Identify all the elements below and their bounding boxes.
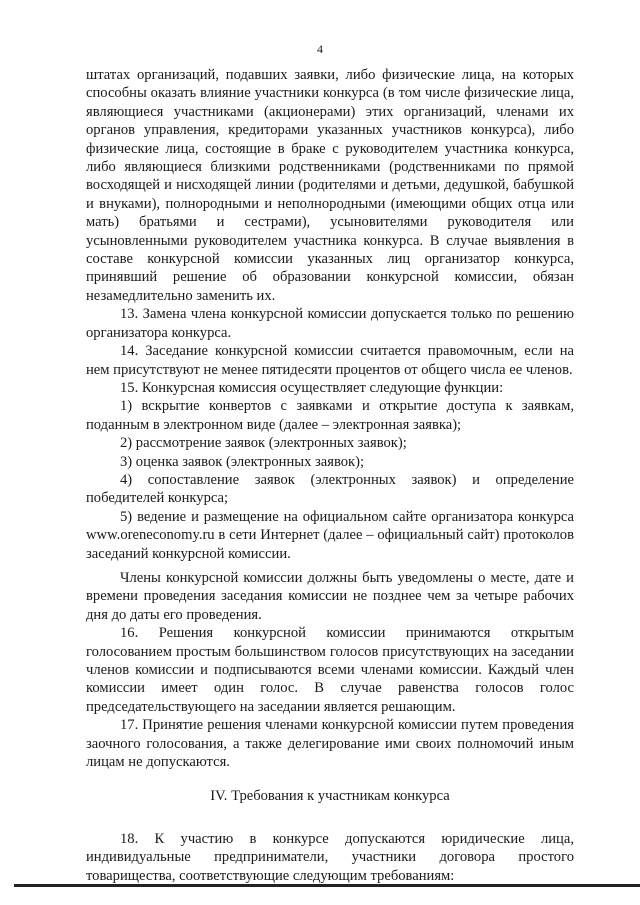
paragraph-notice: Члены конкурсной комиссии должны быть уведомлены о месте, дате и времени проведения заседания комиссии не позднее чем за четыре рабочих дня до даты его проведения. [86,569,574,623]
list-item-3: 3) оценка заявок (электронных заявок); [120,453,365,470]
list-item-4: 4) сопоставление заявок (электронных заявок) и определение победителей конкурса; [86,471,574,507]
bottom-rule [14,884,640,887]
list-item-5: 5) ведение и размещение на официальном сайте организатора конкурса www.oreneconomy.ru в сети Интернет (далее – официальный сайт) протоколов заседаний конкурсной комиссии. [86,508,574,562]
paragraph-17: 17. Принятие решения членами конкурсной комиссии путем проведения заочного голосования, а также делегирование ими своих полномочий иным лицам не допускаются. [86,717,574,771]
paragraph-13: 13. Замена члена конкурсной комиссии допускается только по решению организатора конкурса. [86,306,574,341]
paragraph-15: 15. Конкурсная комиссия осуществляет следующие функции: [120,379,504,396]
paragraph-16: 16. Решения конкурсной комиссии принимаются открытым голосованием простым большинством голосов присутствующих на заседании членов комиссии и подписываются всеми членами комиссии. Каждый член комиссии имеет один голос. В случае равенства голосов голос председательствующего на заседании является решающим. [86,625,574,715]
list-item-2: 2) рассмотрение заявок (электронных заявок); [120,435,407,452]
page-number: 4 [317,42,323,56]
section-title: IV. Требования к участникам конкурса [210,788,450,805]
paragraph-18: 18. К участию в конкурсе допускаются юридические лица, индивидуальные предприниматели, участники договора простого товарищества, соответствующие следующим требованиям: [86,830,574,884]
paragraph-continuation: штатах организаций, подавших заявки, либо физические лица, на которых способны оказать влияние участники конкурса (в том числе физические лица, являющиеся участниками (акционерами) этих организаций, членами их органов управления, кредиторами указанных участников конкурса), либо физические лица, состоящие в браке с руководителем участника конкурса, либо являющиеся близкими родственниками (родственниками по прямой восходящей и нисходящей линии (родителями и детьми, дедушкой, бабушкой и внуками), полнородными и неполнородными (имеющими общих отца или мать) братьями и сестрами), усыновителями руководителя или усыновленными руководителем участника конкурса. В случае выявления в составе конкурсной комиссии указанных лиц организатор конкурса, принявший решение об образовании конкурсной комиссии, обязан незамедлительно заменить их. [86,67,574,304]
paragraph-14: 14. Заседание конкурсной комиссии считается правомочным, если на нем присутствуют не менее пятидесяти процентов от общего числа ее членов. [86,343,574,378]
list-item-1: 1) вскрытие конвертов с заявками и открытие доступа к заявкам, поданным в электронном виде (далее – электронная заявка); [86,398,574,433]
document-body [86,66,574,885]
